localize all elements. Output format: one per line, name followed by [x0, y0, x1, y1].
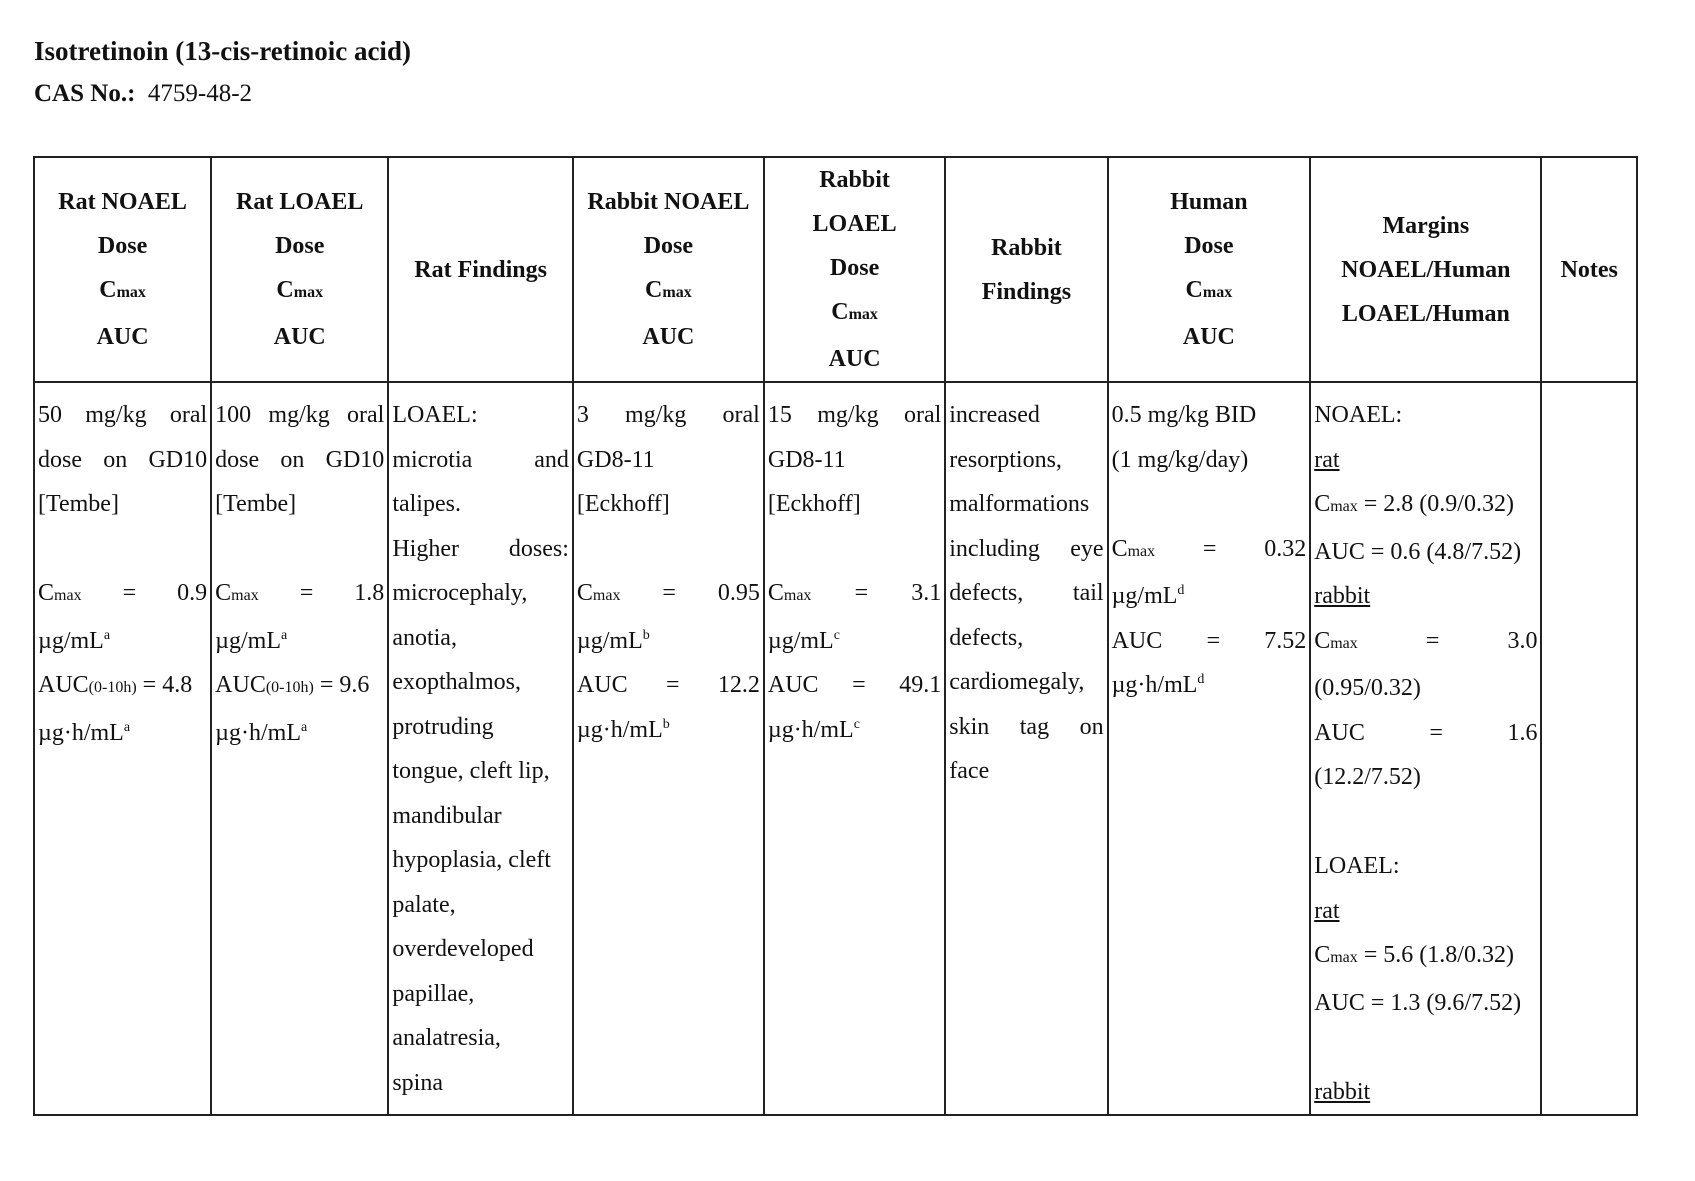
document-title: Isotretinoin (13-cis-retinoic acid): [34, 36, 411, 66]
header-rabbit-findings: Rabbit Findings: [945, 157, 1107, 382]
cas-label: CAS No.:: [34, 80, 136, 107]
table-row: [34, 382, 1637, 1115]
cell-margins: NOAEL: rat Cmax = 2.8 (0.9/0.32) AUC = 0.6 (4.8/7.52) rabbit Cmax = 3.0 (0.95/0.32) AUC = 1.6 (12.2/7.52) LOAEL: rat Cmax = 5.6 (1.8/0.32) AUC = 1.3 (9.6/7.52) rabbit: [1310, 382, 1541, 1115]
header-rabbit-noael: Rabbit NOAEL Dose Cmax AUC: [573, 157, 764, 382]
header-rabbit-loael: Rabbit LOAEL Dose Cmax AUC: [764, 157, 945, 382]
header-notes: Notes: [1541, 157, 1637, 382]
header-human: Human Dose Cmax AUC: [1108, 157, 1311, 382]
data-table: [33, 156, 1638, 1116]
cell-notes: [1541, 382, 1637, 1115]
cell-rabbit-loael: 15 mg/kg oral GD8-11 [Eckhoff] Cmax = 3.1 $\mu g/mL^c$ AUC = 49.1 $\mu g\cdot h/mL^c$: [764, 382, 945, 1115]
header-row: [34, 157, 1637, 382]
cas-value: 4759-48-2: [147, 80, 253, 107]
cell-rat-findings: LOAEL: microtia and talipes. Higher doses: microcephaly, anotia, exopthalmos, protruding tongue, cleft lip, mandibular hypoplasia, cleft palate, overdeveloped papillae, analatresia, spina: [388, 382, 573, 1115]
cell-rabbit-noael: 3 mg/kg oral GD8-11 [Eckhoff] Cmax = 0.95 $\mu g/mL^b$ AUC = 12.2 $\mu g\cdot h/mL^b$: [573, 382, 764, 1115]
header-rat-loael: Rat LOAEL Dose Cmax AUC: [211, 157, 388, 382]
cas-number: [34, 80, 252, 108]
cell-rat-loael: 100 mg/kg oral dose on GD10 [Tembe] Cmax = 1.8 $\mu g/mL^a$ AUC(0-10h) = 9.6 $\mu g\cdot h/mL^a$: [211, 382, 388, 1115]
header-rat-noael: Rat NOAEL Dose Cmax AUC: [34, 157, 211, 382]
cell-rat-noael: 50 mg/kg oral dose on GD10 [Tembe] Cmax = 0.9 $\mu g/mL^a$ AUC(0-10h) = 4.8 $\mu g\cdot h/mL^a$: [34, 382, 211, 1115]
header-margins: Margins NOAEL/Human LOAEL/Human: [1310, 157, 1541, 382]
cell-human: 0.5 mg/kg BID (1 mg/kg/day) Cmax = 0.32 $\mu g/mL^d$ AUC = 7.52 $\mu g\cdot h/mL^d$: [1108, 382, 1311, 1115]
header-rat-findings: Rat Findings: [388, 157, 573, 382]
cell-rabbit-findings: increased resorptions, malformations including eye defects, tail defects, cardiomegaly, skin tag on face: [945, 382, 1107, 1115]
